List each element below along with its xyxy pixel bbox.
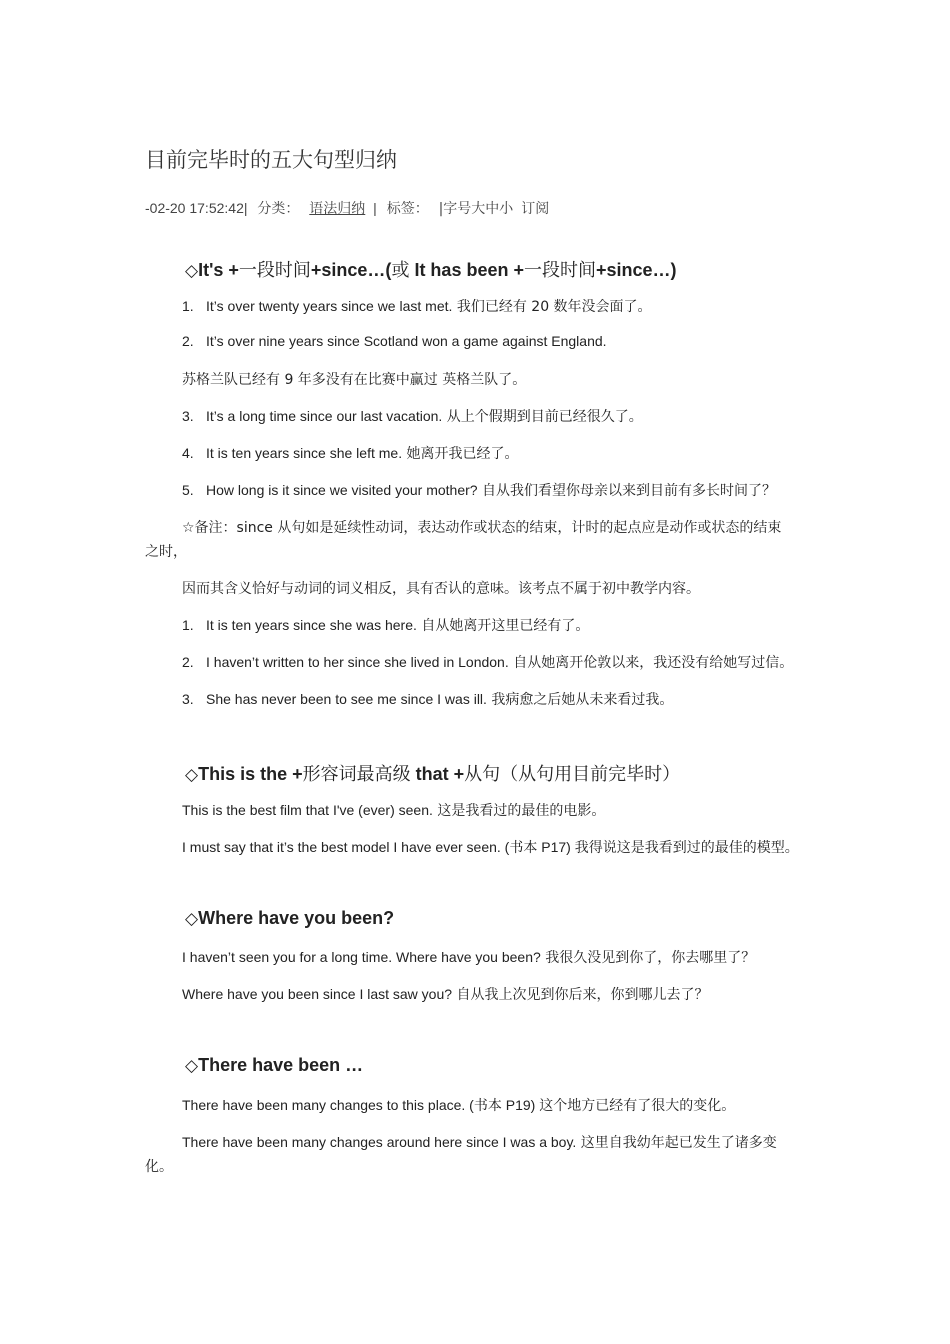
note-line: ☆备注：since 从句如是延续性动词，表达动作或状态的结束，计时的起点应是动作或状态的结束 (182, 520, 782, 536)
example-chinese: 我很久没见到你了，你去哪里了？ (540, 950, 756, 966)
example-line (182, 443, 519, 463)
example-chinese: 书本 (509, 840, 538, 856)
example-chinese: 书本 (473, 1098, 502, 1114)
example-chinese: 从上个假期到目前已经很久了。 (442, 409, 643, 425)
heading-part: It has been + (409, 260, 524, 280)
example-chinese: 这个地方已经有了很大的变化。 (539, 1098, 736, 1114)
diamond-icon: ◇ (185, 1056, 199, 1076)
note-line: 之时， (145, 544, 187, 560)
heading-part: 一段时间 (238, 260, 311, 281)
example-translation: 化。 (145, 1159, 173, 1175)
diamond-icon: ◇ (185, 261, 199, 281)
example-chinese: 自从我上次见到你后来，你到哪儿去了？ (452, 987, 709, 1003)
page-title: 目前完毕时的五大句型归纳 (145, 148, 397, 172)
example-chinese: 这是我看过的最佳的电影。 (432, 803, 606, 819)
heading-part: 一段时间 (523, 260, 596, 281)
example-english: It’s over nine years since Scotland won a game against England. (206, 333, 607, 349)
example-english: There have been many changes to this place. ( (182, 1097, 474, 1113)
example-english: How long is it since we visited your mother? (206, 482, 478, 498)
section-heading-its-since (185, 256, 677, 282)
example-line (182, 837, 799, 857)
meta-separator: | (373, 200, 377, 216)
heading-part: 从句（从句用目前完毕时） (464, 764, 681, 785)
example-chinese: 我得说这是我看到过的最佳的模型。 (574, 840, 799, 856)
post-meta (145, 198, 549, 218)
example-english: It’s a long time since our last vacation. (206, 408, 443, 424)
example-line (182, 296, 652, 316)
example-english: I must say that it’s the best model I have ever seen. ( (182, 839, 510, 855)
diamond-icon: ◇ (185, 765, 199, 785)
example-chinese: 这里自我幼年起已发生了诸多变 (576, 1135, 777, 1151)
example-line (182, 947, 755, 967)
example-chinese: 我们已经有 20 数年没会面了。 (452, 299, 652, 315)
example-english: There have been many changes around here since I was a boy. (182, 1134, 577, 1150)
list-number: 1. (182, 617, 194, 633)
example-english: P17) (537, 839, 575, 855)
example-line (182, 333, 607, 349)
category-label: 分类： (257, 201, 300, 217)
example-chinese: 我病愈之后她从未来看过我。 (486, 692, 674, 708)
example-chinese: 自从她离开这里已经有了。 (416, 618, 590, 634)
list-number: 3. (182, 408, 194, 424)
heading-part: 形容词最高级 (302, 764, 411, 785)
example-english: It is ten years since she left me. (206, 445, 403, 461)
example-english: It is ten years since she was here. (206, 617, 417, 633)
heading-part: +since…) (595, 260, 677, 280)
example-english: It’s over twenty years since we last met. (206, 298, 453, 314)
example-chinese: 自从我们看望你母亲以来到目前有多长时间了？ (477, 483, 777, 499)
example-line (182, 615, 589, 635)
example-line (182, 480, 776, 500)
section-heading-where-have-you-been (185, 908, 394, 929)
example-line (182, 800, 605, 820)
note-line: 因而其含义恰好与动词的词义相反，具有否认的意味。该考点不属于初中教学内容。 (182, 581, 700, 597)
heading-part: This is the + (198, 764, 303, 784)
subscribe-link[interactable]: 订阅 (521, 201, 550, 217)
example-english: She has never been to see me since I was ill. (206, 691, 487, 707)
list-number: 1. (182, 298, 194, 314)
font-size-control[interactable]: |字号大中小 (438, 201, 514, 217)
list-number: 2. (182, 654, 194, 670)
example-english: This is the best film that I've (ever) seen. (182, 802, 433, 818)
example-chinese: 自从她离开伦敦以来，我还没有给她写过信。 (508, 655, 794, 671)
heading-part: +since…( (310, 260, 392, 280)
example-english: Where have you been since I last saw you? (182, 986, 453, 1002)
example-english: P19) (501, 1097, 540, 1113)
example-chinese: 她离开我已经了。 (402, 446, 519, 462)
list-number: 2. (182, 333, 194, 349)
tags-label: 标签： (386, 201, 429, 217)
heading-part: 或 (391, 260, 410, 281)
example-line (182, 1132, 777, 1152)
list-number: 3. (182, 691, 194, 707)
section-heading-superlative (185, 760, 680, 786)
example-line (182, 652, 793, 672)
example-line (182, 406, 643, 426)
example-line (182, 689, 673, 709)
example-translation: 苏格兰队已经有 9 年多没有在比赛中赢过 英格兰队了。 (182, 372, 527, 388)
heading-part: It's + (198, 260, 239, 280)
section-heading-there-have-been (185, 1055, 363, 1076)
heading-part: that + (410, 764, 465, 784)
list-number: 4. (182, 445, 194, 461)
list-number: 5. (182, 482, 194, 498)
diamond-icon: ◇ (185, 909, 199, 929)
heading-part: Where have you been? (198, 908, 395, 928)
example-english: I haven’t written to her since she lived in London. (206, 654, 509, 670)
example-line (182, 984, 709, 1004)
category-link[interactable]: 语法归纳 (309, 201, 366, 217)
example-english: I haven’t seen you for a long time. Where have you been? (182, 949, 541, 965)
post-date: -02-20 17:52:42| (145, 200, 248, 216)
example-line (182, 1095, 735, 1115)
heading-part: There have been … (198, 1055, 364, 1075)
